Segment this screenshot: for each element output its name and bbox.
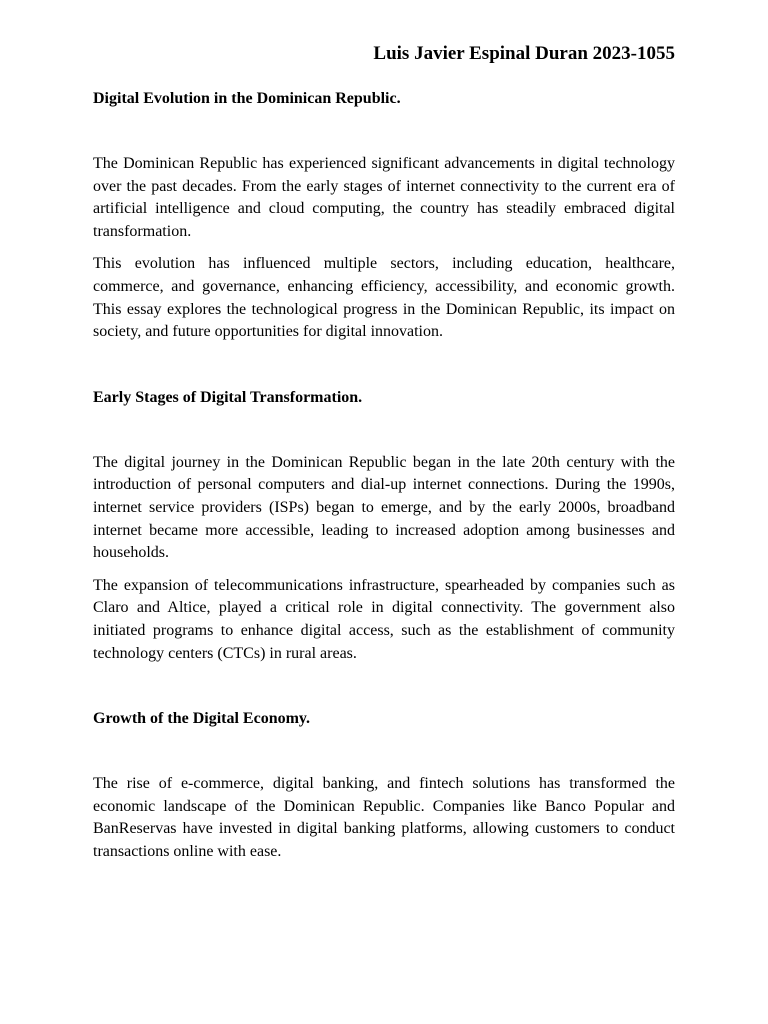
section-digital-economy <box>93 708 675 863</box>
section-heading: Early Stages of Digital Transformation. <box>93 388 363 406</box>
paragraph: The digital journey in the Dominican Republic began in the late 20th century with the introduction of personal computers and dial-up internet connections. During the 1990s, internet service providers (ISPs) began to emerge, and by the early 2000s, broadband internet became more accessible, leading to increased adoption among businesses and households. <box>93 453 675 562</box>
section-heading: Growth of the Digital Economy. <box>93 710 311 728</box>
paragraph: The Dominican Republic has experienced significant advancements in digital technology over the past decades. From the early stages of internet connectivity to the current era of artificial intelligence and cloud computing, the country has steadily embraced digital transformation. <box>93 155 675 240</box>
author-line: Luis Javier Espinal Duran 2023-1055 <box>373 43 675 64</box>
section-early-stages <box>93 387 675 665</box>
document-page <box>93 40 675 863</box>
paragraph: The expansion of telecommunications infrastructure, spearheaded by companies such as Claro and Altice, played a critical role in digital connectivity. The government also initiated programs to enhance digital access, such as the establishment of community technology centers (CTCs) in rural areas. <box>93 576 675 662</box>
paragraph: This evolution has influenced multiple sectors, including education, healthcare, commerce, and governance, enhancing efficiency, accessibility, and economic growth. This essay explores the technological progress in the Dominican Republic, its impact on society, and future opportunities for digital innovation. <box>93 255 675 341</box>
section-digital-evolution <box>93 88 675 344</box>
section-heading: Digital Evolution in the Dominican Republic. <box>93 90 401 107</box>
paragraph: The rise of e-commerce, digital banking, and fintech solutions has transformed the economic landscape of the Dominican Republic. Companies like Banco Popular and BanReservas have invested in digital banking platforms, allowing customers to conduct transactions online with ease. <box>93 775 675 860</box>
